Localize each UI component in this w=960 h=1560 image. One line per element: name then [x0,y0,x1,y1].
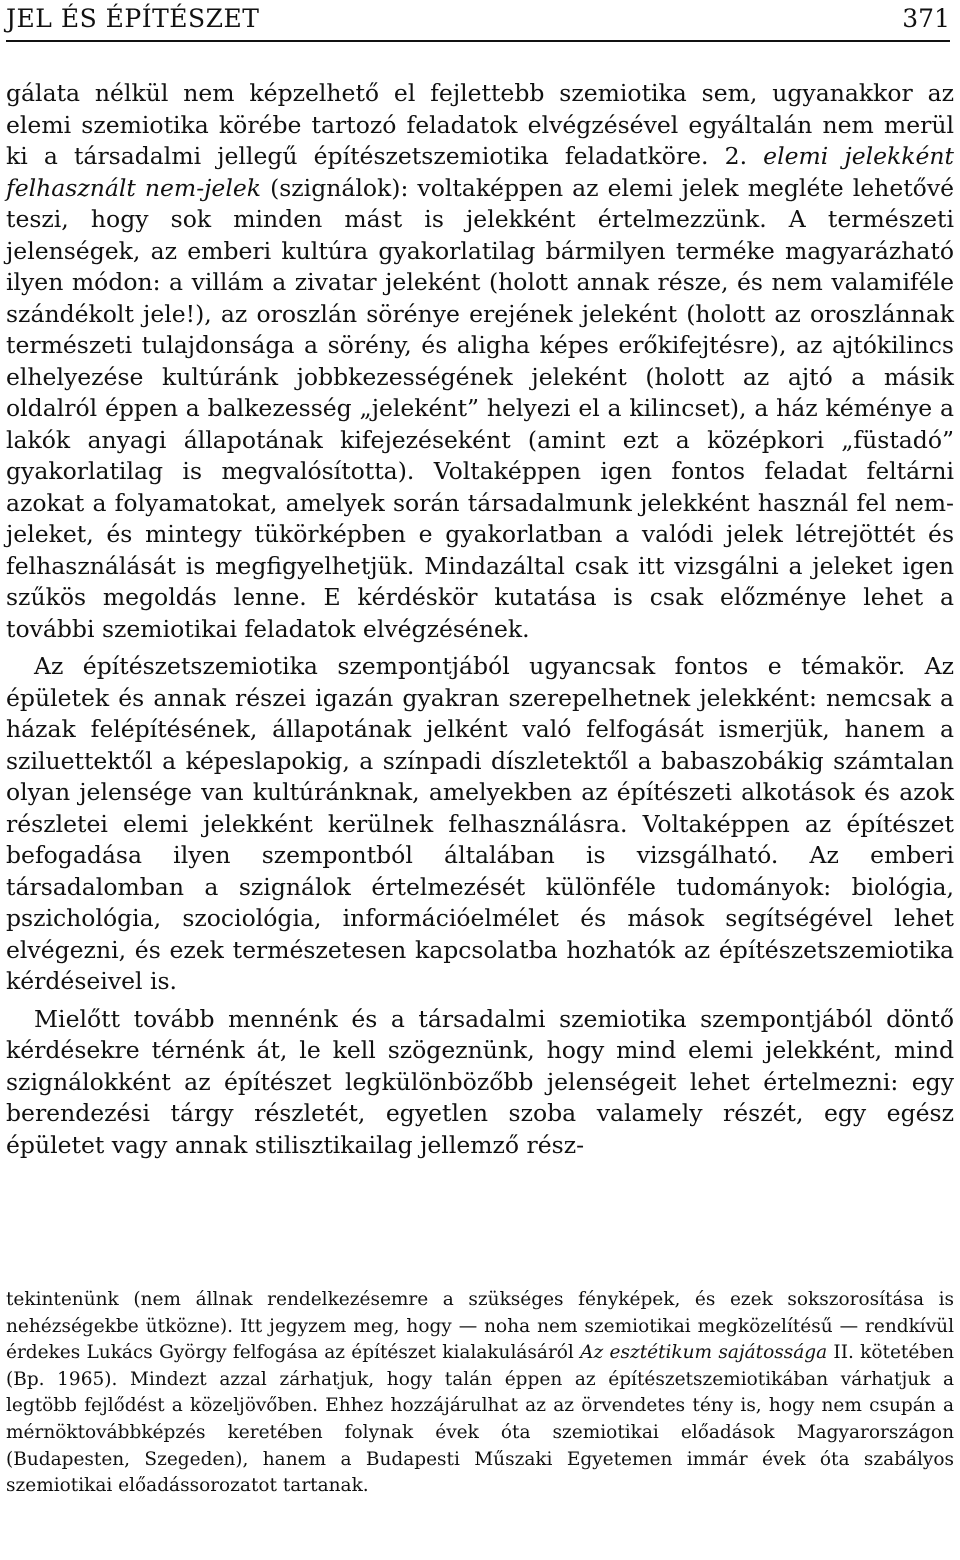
page-number: 371 [902,4,950,33]
footnote-text [6,1287,954,1500]
book-title: Az esztétikum sajátossága [580,1342,828,1364]
paragraph-1-continuation: (szignálok): voltaképpen az elemi jelek megléte lehetővé teszi, hogy sok minden mást is jelekként értelmezzünk. A természeti jelenségek, az emberi kultúra gyakorlatilag bármilyen terméke magyarázható ilyen módon: a villám a zivatar jeleként (holott annak része, és nem valamiféle szándékolt jele!), az oroszlán sörénye erejének jeleként (holott az oroszlánnak természeti tulajdonsága a sörény, és aligha képes erőkifejtésre), az ajtókilincs elhelyezése kultúránk jobbkezességének jeleként (holott az ajtó a másik oldalról éppen a balkezesség „jeleként” helyezi el a kilincset), a ház kéménye a lakók anyagi állapotának kifejezéseként (amint ezt a középkori „füstadó” gyakorlatilag is megvalósította). Voltaképpen igen fontos feladat feltárni azokat a folyamatokat, amelyek során társadalmunk jelekként használ fel nem-jeleket, és mintegy tükörképben e gyakorlatban a valódi jelek létrejöttét és felhasználását is megfigyelhetjük. Mindazáltal csak itt vizsgálni a jeleket igen szűkös megoldás lenne. E kérdéskör kutatása is csak előzménye lehet a további szemiotikai feladatok elvégzésének. [6,173,954,643]
footnote-part-1: tekintenünk (nem állnak rendelkezésemre a szükséges fényképek, és ezek sokszorosítása is nehézségekbe ütközne). Itt jegyzem meg, hogy — noha nem szemiotikai megközelítésű — rendkívül érdekes Lukács György felfogása az építészet kialakulásáról [6,1289,954,1364]
list-number: 2. [724,142,748,170]
body-text [6,78,954,1161]
page-header [6,2,950,42]
running-head: JEL ÉS ÉPÍTÉSZET [6,4,260,33]
footnote-part-2: II. kötetében (Bp. 1965). Mindezt azzal zárhatjuk, hogy talán éppen az építészetszemiotikában várhatjuk a legtöbb fejlődést a közeljövőben. Ehhez hozzájárulhat az az örvendetes tény is, hogy nem csupán a mérnöktovábbképzés keretében folynak évek óta szemiotikai előadások Magyarországon (Budapesten, Szegeden), hanem a Budapesti Műszaki Egyetemen immár évek óta szabályos szemiotikai előadássorozatot tartanak. [6,1342,954,1497]
paragraph-2: Az építészetszemiotika szempontjából ugyancsak fontos e témakör. Az épületek és annak részei igazán gyakran szerepelhetnek jelekként: nemcsak a házak felépítésének, állapotának jelként való felfogását ismerjük, hanem a sziluettektől a képeslapokig, a színpadi díszletektől a babaszobákig számtalan olyan jelensége van kultúránknak, amelyekben az építészeti alkotások és azok részletei elemi jelekként kerülnek felhasználásra. Voltaképpen az építészet befogadása ilyen szempontból általában is vizsgálható. Az emberi társadalomban a szignálok értelmezését különféle tudományok: biológia, pszichológia, szociológia, információelmélet és mások segítségével lehet elvégezni, és ezek természetesen kapcsolatba hozhatók az építészetszemiotika kérdéseivel is. [6,652,954,995]
paragraph-1-opening: gálata nélkül nem képzelhető el fejlettebb szemiotika sem, ugyanakkor az elemi szemiotika körébe tartozó feladatok elvégzésével egyáltalán nem merül ki a társadalmi jellegű építészetszemiotika feladatköre. [6,79,954,170]
italic-term: elemi jelekként felhasznált nem-jelek [6,142,954,202]
footnote-block [6,1287,954,1500]
paragraph-3: Mielőtt tovább mennénk és a társadalmi szemiotika szempontjából döntő kérdésekre térnénk át, le kell szögeznünk, hogy mind elemi jelekként, mind szignálokként az építészet legkülönbözőbb jelenségeit lehet értelmezni: egy berendezési tárgy részletét, egyetlen szoba valamely részét, egy egész épületet vagy annak stilisztikailag jellemző rész- [6,1004,954,1159]
paragraph-1 [6,78,954,645]
